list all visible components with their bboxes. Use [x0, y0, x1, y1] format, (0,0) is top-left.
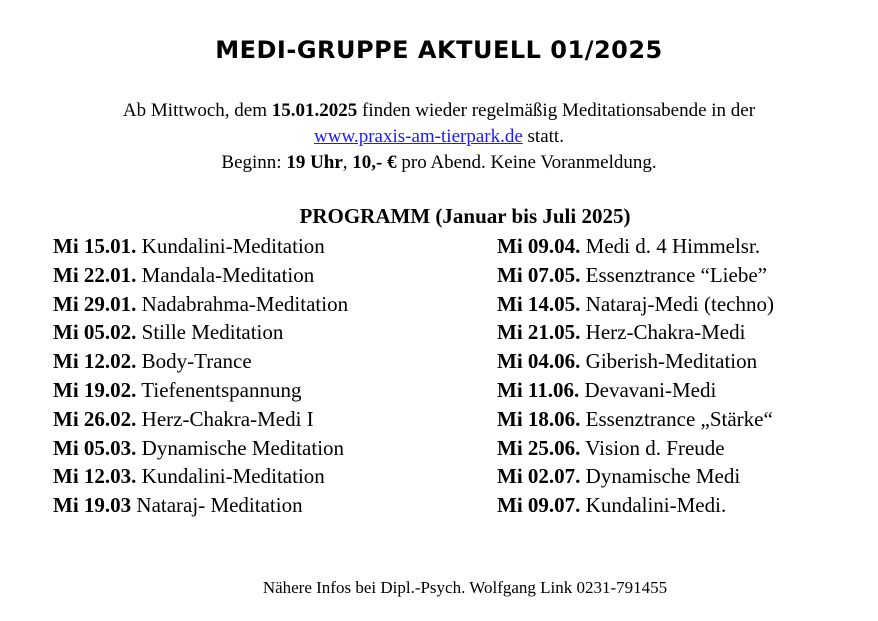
- program-name: Vision d. Freude: [580, 435, 725, 460]
- website-link[interactable]: www.praxis-am-tierpark.de: [314, 126, 523, 147]
- start-time: 19 Uhr: [286, 152, 343, 173]
- program-item: [53, 232, 348, 261]
- program-date: Mi 26.02.: [53, 406, 137, 431]
- program-name: Essenztrance „Stärke“: [580, 406, 773, 431]
- program-column-right: [497, 232, 774, 520]
- program-name: Devavani-Medi: [579, 377, 717, 402]
- program-date: Mi 29.01.: [53, 291, 137, 316]
- intro-text: statt.: [522, 126, 564, 147]
- program-name: Nataraj- Meditation: [131, 493, 303, 518]
- program-date: Mi 12.03.: [53, 464, 137, 489]
- program-date: Mi 05.03.: [53, 435, 137, 460]
- program-date: Mi 19.02.: [53, 377, 137, 402]
- program-date: Mi 09.04.: [497, 234, 581, 258]
- program-date: Mi 05.02.: [53, 320, 137, 345]
- program-title: PROGRAMM (Januar bis Juli 2025): [299, 204, 631, 228]
- program-date: Mi 18.06.: [497, 406, 581, 431]
- program-column-left: [53, 232, 348, 520]
- program-item: [53, 290, 348, 319]
- program-date: Mi 07.05.: [497, 262, 581, 287]
- intro-text: ,: [342, 152, 353, 173]
- program-item: [497, 347, 774, 376]
- program-item: [497, 491, 774, 520]
- program-name: Mandala-Meditation: [136, 262, 315, 287]
- program-item: [497, 261, 774, 290]
- program-date: Mi 14.05.: [497, 291, 581, 316]
- footer-contact: Nähere Infos bei Dipl.-Psych. Wolfgang Link 0231-791455: [262, 578, 668, 597]
- page-title: MEDI-GRUPPE AKTUELL 01/2025: [215, 36, 663, 64]
- program-item: [497, 376, 774, 405]
- program-item: [53, 405, 348, 434]
- intro-line-3: [0, 150, 878, 176]
- program-name: Nataraj-Medi (techno): [580, 291, 774, 316]
- program-date: Mi 11.06.: [497, 377, 580, 402]
- program-date: Mi 09.07.: [497, 493, 581, 518]
- program-item: [497, 318, 774, 347]
- program-date: Mi 19.03: [53, 493, 132, 518]
- program-name: Tiefenentspannung: [136, 377, 302, 402]
- intro-line-2: [0, 124, 878, 150]
- program-name: Dynamische Medi: [580, 464, 741, 489]
- program-item: [497, 405, 774, 434]
- program-item: [497, 434, 774, 463]
- program-item: [497, 290, 774, 319]
- program-name: Kundalini-Medi.: [580, 493, 727, 518]
- program-item: [53, 261, 348, 290]
- intro-line-1: [0, 98, 878, 124]
- intro-text: Beginn:: [221, 152, 287, 173]
- program-name: Body-Trance: [136, 349, 252, 374]
- program-date: Mi 25.06.: [497, 435, 581, 460]
- program-date: Mi 22.01.: [53, 262, 137, 287]
- program-name: Herz-Chakra-Medi: [580, 320, 746, 345]
- program-date: Mi 15.01.: [53, 234, 137, 258]
- program-name: Kundalini-Meditation: [136, 234, 325, 258]
- program-item: [497, 232, 774, 261]
- program-date: Mi 21.05.: [497, 320, 581, 345]
- program-item: [53, 434, 348, 463]
- program-item: [53, 491, 348, 520]
- program-name: Nadabrahma-Meditation: [136, 291, 349, 316]
- program-name: Essenztrance “Liebe”: [580, 262, 767, 287]
- program-item: [53, 462, 348, 491]
- program-item: [53, 376, 348, 405]
- program-item: [53, 318, 348, 347]
- program-name: Stille Meditation: [136, 320, 284, 345]
- program-date: Mi 02.07.: [497, 464, 581, 489]
- program-name: Dynamische Meditation: [136, 435, 345, 460]
- program-item: [53, 347, 348, 376]
- intro-text: pro Abend. Keine Voranmeldung.: [396, 152, 657, 173]
- program-name: Kundalini-Meditation: [136, 464, 325, 489]
- program-date: Mi 12.02.: [53, 349, 137, 374]
- program-item: [497, 462, 774, 491]
- program-name: Giberish-Meditation: [580, 349, 758, 374]
- intro-text: finden wieder regelmäßig Meditationsabende in der: [357, 100, 756, 121]
- start-date: 15.01.2025: [271, 100, 358, 121]
- intro-text: Ab Mittwoch, dem: [122, 100, 272, 121]
- program-name: Medi d. 4 Himmelsr.: [580, 234, 761, 258]
- program-date: Mi 04.06.: [497, 349, 581, 374]
- price: 10,- €: [352, 152, 397, 173]
- program-name: Herz-Chakra-Medi I: [136, 406, 314, 431]
